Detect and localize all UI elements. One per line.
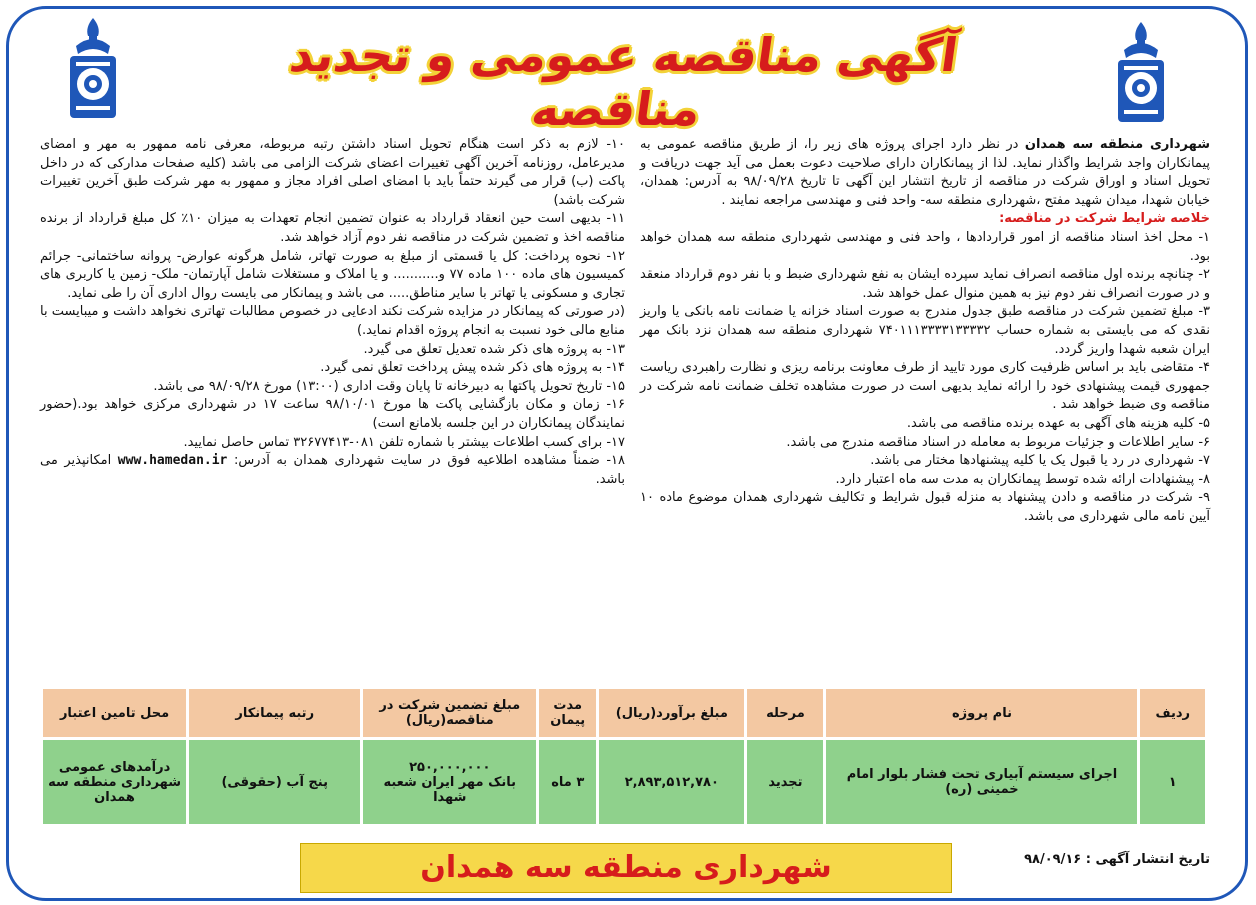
cell-grade: پنج آب (حقوقی) xyxy=(189,740,360,824)
cell-project: اجرای سیستم آبیاری تحت فشار بلوار امام خمینی (ره) xyxy=(826,740,1137,824)
ad-title: آگهی مناقصه عمومی و تجدید مناقصه xyxy=(286,28,962,136)
condition-item: ۸- پیشنهادات ارائه شده توسط پیمانکاران به مدت سه ماه اعتبار دارد. xyxy=(835,471,1210,487)
guarantee-amount: ۲۵۰,۰۰۰,۰۰۰ xyxy=(409,759,491,775)
intro-body: در نظر دارد اجرای پروژه های زیر را، از طریق مناقصه عمومی به پیمانکاران واجد شرایط واگذار نماید. لذا از پیمانکاران دارای صلاحیت دعوت بعمل می آید جهت دریافت و تحویل اسناد و اوراق شرکت در مناقصه از تاریخ انتشار این آگهی تا تاریخ ۹۸/۰۹/۲۸ به آدرس: همدان، خیابان شهدا، میدان شهید مفتح ،شهرداری منطقه سه- واحد فنی و مهندسی مراجعه نمایند . xyxy=(640,137,1211,208)
header-guarantee: مبلغ تضمین شرکت در مناقصه(ریال) xyxy=(363,689,536,737)
condition-item: ۲- چنانچه برنده اول مناقصه انصراف نماید سپرده ایشان به نفع شهرداری ضبط و با نفر دوم قرارداد منعقد و در صورت انصراف نفر دوم نیز به همین منوال عمل خواهد شد. xyxy=(640,267,1210,301)
municipality-logo-icon xyxy=(58,14,128,124)
condition-item: ۱۳- به پروژه های ذکر شده تعدیل تعلق می گیرد. xyxy=(363,341,625,357)
condition-item: ۱۴- به پروژه های ذکر شده پیش پرداخت تعلق نمی گیرد. xyxy=(320,360,625,376)
tender-table xyxy=(40,686,1208,827)
condition-item: ۴- متقاضی باید بر اساس ظرفیت کاری مورد تایید از طرف معاونت برنامه ریزی و نظارت راهبردی ریاست جمهوری قیمت پیشنهادی خود را ارائه نماید بدیهی است در صورت مشاهده تخلف ضمانت نامه شرکت در مناقصه وی ضبط خواهد شد . xyxy=(640,360,1210,413)
guarantee-bank: بانک مهر ایران شعبه شهدا xyxy=(383,774,517,805)
cell-row-no: ۱ xyxy=(1140,740,1205,824)
condition-item: (در صورتی که پیمانکار در مزایده شرکت نکند ادعایی در خصوص مطالبات تهاتری نخواهد داشت و میبایست با منابع مالی خود نسبت به انجام پروژه اقدام نماید.) xyxy=(40,304,625,338)
website-link[interactable]: www.hamedan.ir xyxy=(117,453,228,469)
cell-funding: درآمدهای عمومی شهرداری منطقه سه همدان xyxy=(43,740,186,824)
table-header-row xyxy=(43,689,1205,737)
condition-item: ۵- کلیه هزینه های آگهی به عهده برنده مناقصه می باشد. xyxy=(906,415,1210,431)
cell-duration: ۳ ماه xyxy=(539,740,596,824)
header-duration: مدت پیمان xyxy=(539,689,596,737)
pub-date-value: ۹۸/۰۹/۱۶ xyxy=(1024,852,1082,867)
left-column xyxy=(40,136,625,489)
condition-item: ۱۵- تاریخ تحویل پاکتها به دبیرخانه تا پایان وقت اداری (۱۳:۰۰) مورخ ۹۸/۰۹/۲۸ می باشد. xyxy=(153,378,625,394)
condition-item: ۹- شرکت در مناقصه و دادن پیشنهاد به منزله قبول شرایط و تکالیف شهرداری همدان موضوع ماده ۱۰ آیین نامه مالی شهرداری می باشد. xyxy=(640,490,1210,524)
intro-lead: شهرداری منطقه سه همدان xyxy=(1024,137,1210,152)
table-row xyxy=(43,740,1205,824)
intro-paragraph xyxy=(640,136,1210,210)
header-row-no: ردیف xyxy=(1140,689,1205,737)
condition-item: ۱۲- نحوه پرداخت: کل یا قسمتی از مبلغ به صورت تهاتر، شامل هرگونه عوارض- پروانه ساختمانی- جرائم کمیسیون های ماده ۱۰۰ ماده ۷۷ و........... و یا املاک و مستغلات شامل آپارتمان- ملک- زمین یا کاربری های تجاری و مسکونی یا تهاتر با سایر مناطق..... می باشد و پیمانکار می بایست روال اداری آن را طی نماید. xyxy=(40,248,626,301)
condition-item: ۱۶- زمان و مکان بازگشایی پاکت ها مورخ ۹۸/۱۰/۰۱ ساعت ۱۷ در شهرداری مرکزی خواهد بود.(حضور نمایندگان پیمانکاران در این جلسه بلامانع است) xyxy=(40,397,626,431)
cell-stage: تجدید xyxy=(747,740,823,824)
header-estimate: مبلغ برآورد(ریال) xyxy=(599,689,744,737)
condition-item-18 xyxy=(40,452,625,489)
header-stage: مرحله xyxy=(747,689,823,737)
condition-item: ۱- محل اخذ اسناد مناقصه از امور قراردادها ، واحد فنی و مهندسی شهرداری منطقه سه همدان خواهد بود. xyxy=(640,229,1210,264)
pub-date-label: تاریخ انتشار آگهی : xyxy=(1085,852,1210,867)
footer-banner xyxy=(300,843,952,893)
header-project: نام پروژه xyxy=(826,689,1137,737)
conditions-heading: خلاصه شرایط شرکت در مناقصه: xyxy=(999,211,1210,227)
publication-date xyxy=(960,852,1210,867)
condition-item: ۶- سایر اطلاعات و جزئیات مربوط به معامله در اسناد مناقصه مندرج می باشد. xyxy=(786,434,1210,450)
condition-item: ۳- مبلغ تضمین شرکت در مناقصه طبق جدول مندرج به صورت اسناد خزانه یا ضمانت نامه بانکی یا واریز نقدی که می بایستی به شماره حساب ۷۴۰۱۱۱۳۳۳۳۱۳۳۳۳۲ شهرداری منطقه سه همدان نزد بانک مهر ایران شعبه شهدا واریز گردد. xyxy=(640,304,1210,357)
cell-estimate: ۲,۸۹۳,۵۱۲,۷۸۰ xyxy=(599,740,744,824)
item18-suffix: امکانپذیر می باشد. xyxy=(40,453,625,487)
condition-item: ۱۰- لازم به ذکر است هنگام تحویل اسناد داشتن رتبه مربوطه، معرفی نامه ممهور به مهر و امضای مدیرعامل، روزنامه آخرین آگهی تغییرات اعضای شرکت الزامی می باشد (کلیه صفحات مدارکی که در داخل پاکت (ب) قرار می گیرند حتماً باید با امضای اصلی افراد مجاز و ممهور به مهر شرکت طبق آخرین تغییرات شرکت باشد) xyxy=(40,137,625,208)
right-column xyxy=(640,136,1210,526)
condition-item: ۱۱- بدیهی است حین انعقاد قرارداد به عنوان تضمین انجام تعهدات به میزان ۱۰٪ کل مبلغ قرارداد از برنده مناقصه اخذ و تضمین شرکت در مناقصه نفر دوم آزاد خواهد شد. xyxy=(40,211,625,245)
municipality-logo-icon xyxy=(1106,18,1176,128)
header-grade: رتبه پیمانکار xyxy=(189,689,360,737)
cell-guarantee xyxy=(363,740,536,824)
footer-org-name: شهرداری منطقه سه همدان xyxy=(420,850,832,885)
item18-text: ۱۸- ضمناً مشاهده اطلاعیه فوق در سایت شهرداری همدان به آدرس: xyxy=(233,453,626,469)
condition-item: ۱۷- برای کسب اطلاعات بیشتر با شماره تلفن ۰۸۱-۳۲۶۷۷۴۱۳ تماس حاصل نمایید. xyxy=(183,434,625,450)
header-funding: محل تامین اعتبار xyxy=(43,689,186,737)
condition-item: ۷- شهرداری در رد یا قبول یک یا کلیه پیشنهادها مختار می باشد. xyxy=(870,453,1210,469)
